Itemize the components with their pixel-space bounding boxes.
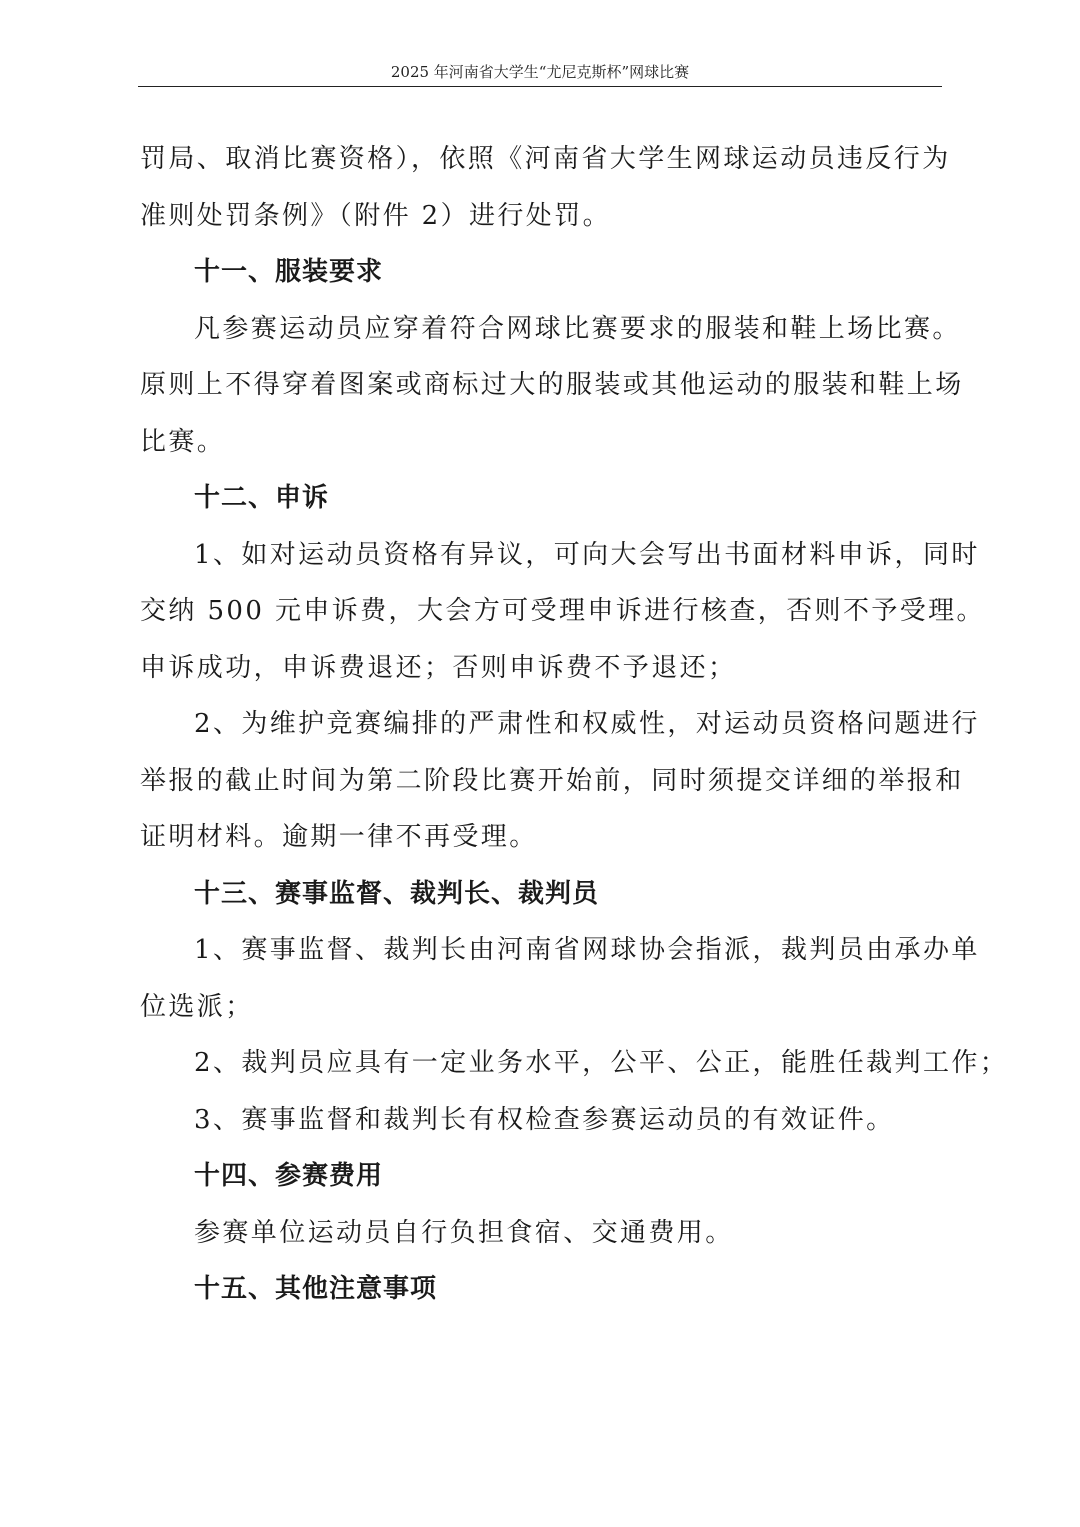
- header-title: 2025 年河南省大学生“尤尼克斯杯”网球比赛: [390, 63, 690, 81]
- section-heading-appeal: 十二、申诉: [194, 483, 330, 513]
- body-line: 1、如对运动员资格有异议，可向大会写出书面材料申诉，同时: [194, 539, 980, 570]
- section-heading-fees: 十四、参赛费用: [194, 1161, 384, 1191]
- body-line: 3、赛事监督和裁判长有权检查参赛运动员的有效证件。: [194, 1104, 895, 1135]
- section-heading-other-notes: 十五、其他注意事项: [194, 1274, 438, 1304]
- section-heading-clothing: 十一、服装要求: [194, 257, 384, 287]
- document-body: [140, 131, 1009, 1318]
- body-line: 罚局、取消比赛资格），依照《河南省大学生网球运动员违反行为: [140, 144, 951, 174]
- body-line: 1、赛事监督、裁判长由河南省网球协会指派，裁判员由承办单: [194, 935, 980, 965]
- body-line: 凡参赛运动员应穿着符合网球比赛要求的服装和鞋上场比赛。: [194, 313, 961, 344]
- body-line: 比赛。: [140, 426, 226, 457]
- body-line: 参赛单位运动员自行负担食宿、交通费用。: [194, 1217, 734, 1248]
- page-header: [138, 62, 942, 87]
- body-line: 举报的截止时间为第二阶段比赛开始前，同时须提交详细的举报和: [140, 765, 964, 796]
- body-line: 交纳 500 元申诉费，大会方可受理申诉进行核查，否则不予受理。: [140, 596, 985, 626]
- body-line: 证明材料。逾期一律不再受理。: [140, 822, 538, 852]
- body-line: 申诉成功，申诉费退还；否则申诉费不予退还；: [140, 652, 737, 683]
- body-line: 位选派；: [140, 991, 254, 1022]
- body-line: 原则上不得穿着图案或商标过大的服装或其他运动的服装和鞋上场: [140, 370, 964, 400]
- section-heading-referees: 十三、赛事监督、裁判长、裁判员: [194, 878, 600, 909]
- body-line: 准则处罚条例》（附件 2）进行处罚。: [140, 200, 612, 231]
- body-line: 2、裁判员应具有一定业务水平，公平、公正，能胜任裁判工作；: [194, 1048, 1009, 1078]
- body-line: 2、为维护竞赛编排的严肃性和权威性，对运动员资格问题进行: [194, 709, 980, 739]
